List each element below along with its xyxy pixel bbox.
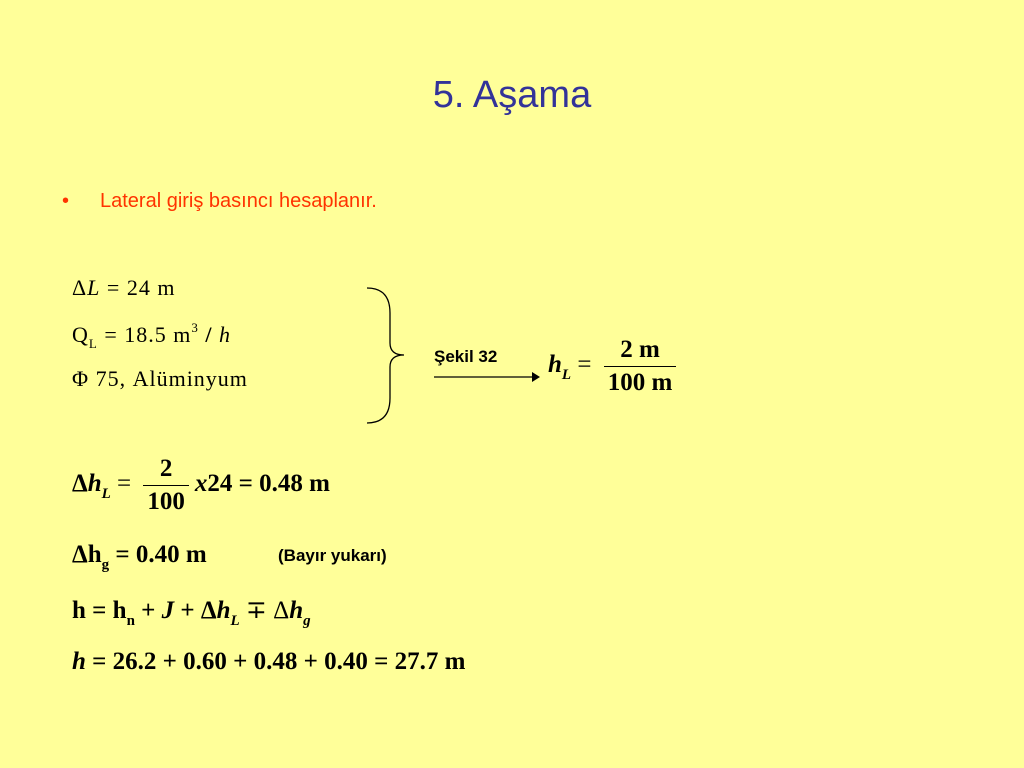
- given-pipe: Φ 75, Alüminyum: [72, 366, 248, 391]
- right-arrow-icon: [432, 370, 542, 384]
- eq-total-result: h = 26.2 + 0.60 + 0.48 + 0.40 = 27.7 m: [72, 648, 466, 675]
- arrow-label: Şekil 32: [434, 347, 498, 366]
- given-flow: $Q_L = 18.5$ $m^3$ / h: [72, 320, 231, 351]
- slide-title: 5. Aşama: [432, 74, 592, 116]
- bullet-text: Lateral giriş basıncı hesaplanır.: [100, 190, 377, 212]
- eq-delta-hg: $\Delta h_g = 0.40$ m: [72, 541, 207, 573]
- eq-delta-hl: $\Delta h_L$ = $\frac{2}{100}$ x24 = 0.48 m: [72, 455, 330, 515]
- given-delta-l: ΔL = 24 m: [72, 275, 176, 300]
- eq-total-formula: $h = h_n + J + \Delta h_L \mp \Delta h_g$: [72, 597, 311, 629]
- hl-equation: $h_L$ = $\frac{2 m}{100 m}$: [548, 336, 682, 397]
- bullet-marker: •: [62, 190, 70, 212]
- uphill-note: (Bayır yukarı): [278, 546, 387, 565]
- right-brace: [362, 283, 412, 428]
